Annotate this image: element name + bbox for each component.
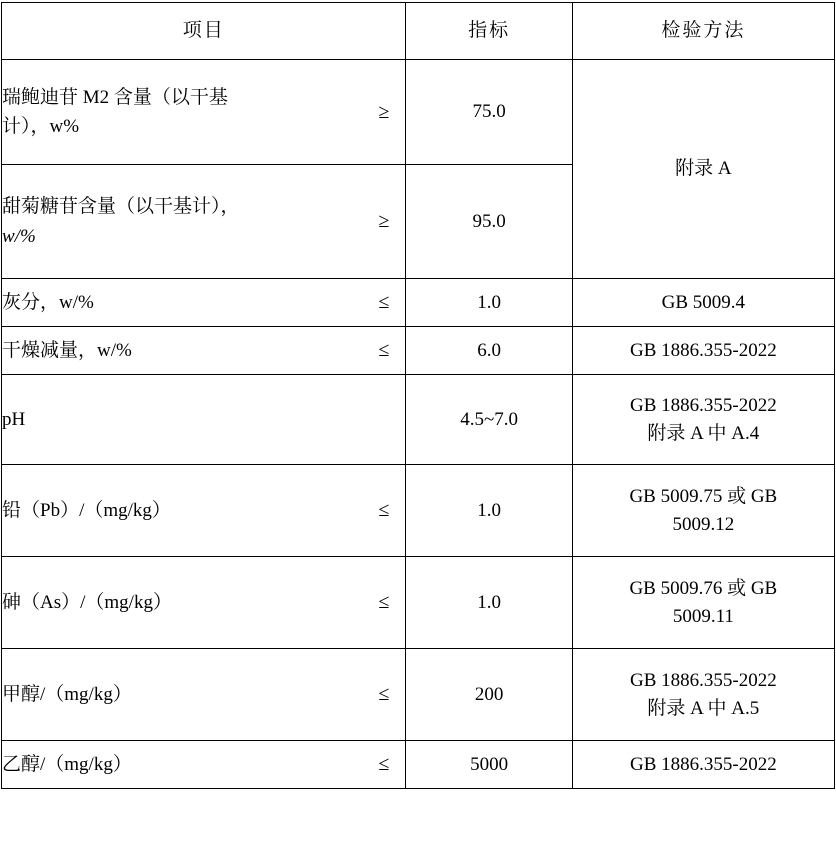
cell-index: 75.0 xyxy=(406,60,572,165)
method-line: GB 1886.355-2022 xyxy=(629,394,777,416)
item-text xyxy=(2,288,104,317)
item-line: 砷（As）/（mg/kg） xyxy=(2,591,172,613)
cell-index: 1.0 xyxy=(406,279,572,327)
item-text xyxy=(2,750,142,779)
inequality-symbol: ≤ xyxy=(378,683,390,705)
document-page xyxy=(0,2,836,865)
item-text xyxy=(2,588,182,617)
inequality-symbol: ≥ xyxy=(378,100,390,123)
column-header-index: 指标 xyxy=(406,3,572,60)
item-text xyxy=(2,680,142,709)
inequality-symbol: ≤ xyxy=(378,591,390,613)
table-row xyxy=(2,649,835,741)
cell-method xyxy=(572,465,834,557)
item-line: 甲醇/（mg/kg） xyxy=(2,683,132,705)
item-line: 甜菊糖苷含量（以干基计）， xyxy=(2,196,240,218)
method-line: 附录 A xyxy=(675,158,732,180)
table-row xyxy=(2,279,835,327)
cell-item xyxy=(2,327,406,375)
table-header-row xyxy=(2,3,835,60)
cell-index: 6.0 xyxy=(406,327,572,375)
cell-index: 5000 xyxy=(406,741,572,789)
table-row xyxy=(2,741,835,789)
method-line: GB 1886.355-2022 xyxy=(629,669,777,691)
cell-method xyxy=(572,649,834,741)
cell-index: 4.5~7.0 xyxy=(406,375,572,465)
item-line: 计），w% xyxy=(2,116,80,137)
method-line: GB 5009.76 或 GB xyxy=(629,577,778,599)
item-line: 瑞鲍迪苷 M2 含量（以干基 xyxy=(2,86,228,108)
column-header-item: 项目 xyxy=(2,3,406,60)
cell-method xyxy=(572,741,834,789)
cell-method xyxy=(572,557,834,649)
item-line: 乙醇/（mg/kg） xyxy=(2,753,132,775)
cell-item xyxy=(2,165,406,279)
table-row xyxy=(2,60,835,165)
cell-method xyxy=(572,375,834,465)
table-row xyxy=(2,465,835,557)
cell-item xyxy=(2,60,406,165)
item-line: 灰分，w/% xyxy=(2,291,94,313)
cell-item xyxy=(2,375,406,465)
method-line: GB 1886.355-2022 xyxy=(629,753,777,775)
cell-method xyxy=(572,60,834,279)
method-line: 附录 A 中 A.4 xyxy=(647,422,760,444)
item-text xyxy=(2,192,250,251)
method-line: 5009.12 xyxy=(672,513,735,535)
cell-index: 95.0 xyxy=(406,165,572,279)
item-text xyxy=(2,336,142,365)
method-line: GB 5009.75 或 GB xyxy=(629,485,778,507)
method-line: GB 5009.4 xyxy=(661,291,746,313)
cell-method xyxy=(572,327,834,375)
cell-item xyxy=(2,279,406,327)
method-line: 5009.11 xyxy=(672,605,734,627)
inequality-symbol: ≤ xyxy=(378,499,390,521)
inequality-symbol: ≥ xyxy=(378,210,390,232)
item-text xyxy=(2,83,238,142)
cell-item xyxy=(2,557,406,649)
table-row xyxy=(2,557,835,649)
cell-index: 1.0 xyxy=(406,557,572,649)
cell-item xyxy=(2,465,406,557)
table-row xyxy=(2,375,835,465)
specification-table xyxy=(1,2,835,789)
table-row xyxy=(2,327,835,375)
item-line: 干燥减量，w/% xyxy=(2,339,132,361)
inequality-symbol: ≤ xyxy=(378,753,390,775)
item-line: pH xyxy=(2,408,26,430)
method-line: GB 1886.355-2022 xyxy=(629,339,777,361)
item-line: 铅（Pb）/（mg/kg） xyxy=(2,499,171,521)
cell-item xyxy=(2,741,406,789)
item-text xyxy=(2,405,35,434)
cell-method xyxy=(572,279,834,327)
inequality-symbol: ≤ xyxy=(378,291,390,313)
inequality-symbol: ≤ xyxy=(378,339,390,361)
cell-item xyxy=(2,649,406,741)
method-line: 附录 A 中 A.5 xyxy=(647,697,760,719)
item-line: w/% xyxy=(2,225,36,247)
item-text xyxy=(2,496,181,525)
column-header-method: 检验方法 xyxy=(572,3,834,60)
cell-index: 200 xyxy=(406,649,572,741)
cell-index: 1.0 xyxy=(406,465,572,557)
